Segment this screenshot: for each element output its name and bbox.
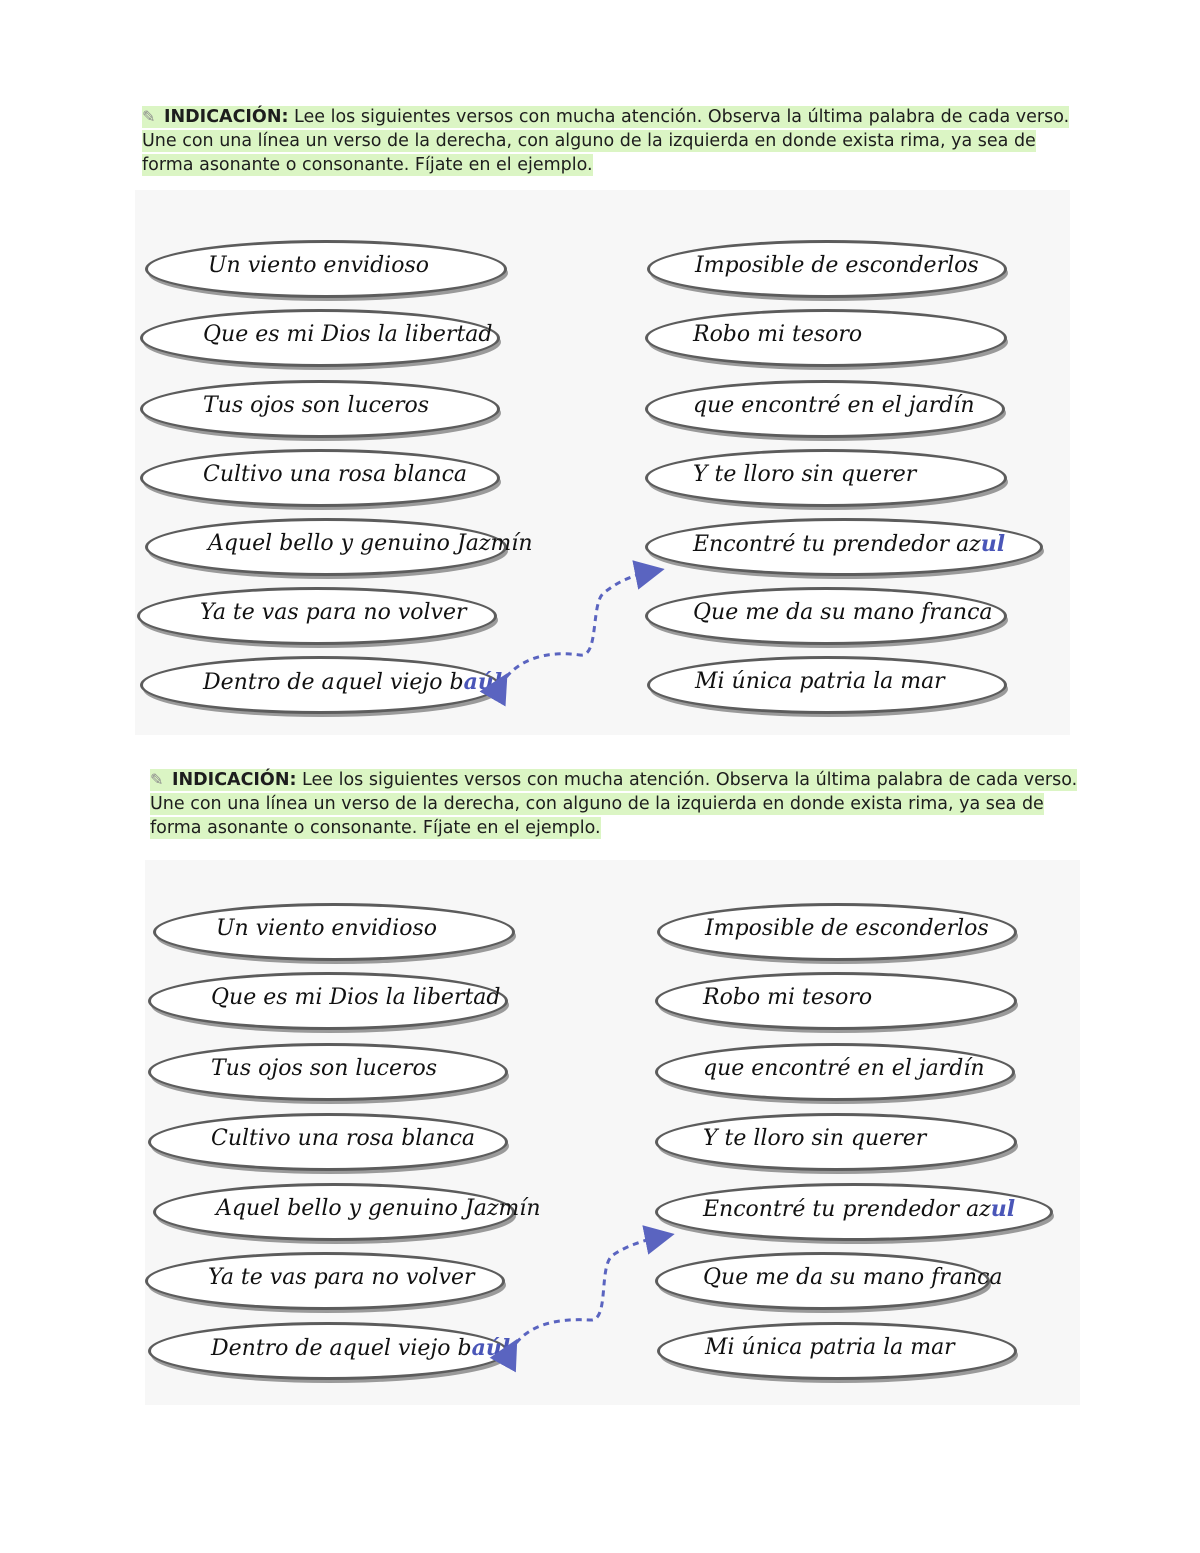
- verse-text: Cultivo una rosa blanca: [203, 462, 468, 487]
- verse-text: que encontré en el jardín: [693, 393, 975, 418]
- verse-text: Que es mi Dios la libertad: [203, 322, 493, 347]
- instruction-text: Lee los siguientes versos con mucha atención. Observa la última palabra de cada verso. Une con una línea un verso de la derecha, con alguno de la izquierda en donde exista rima, ya sea de forma asonante o consonante. Fíjate en el ejemplo.: [150, 770, 1078, 838]
- verse-text: Un viento envidioso: [216, 916, 437, 941]
- verse-text: Tus ojos son luceros: [203, 393, 430, 418]
- verse-text: que encontré en el jardín: [703, 1056, 985, 1081]
- verse-text: Mi única patria la mar: [695, 669, 945, 694]
- instruction-text: Lee los siguientes versos con mucha atención. Observa la última palabra de cada verso. Une con una línea un verso de la derecha, con alguno de la izquierda en donde exista rima, ya sea de forma asonante o consonante. Fíjate en el ejemplo.: [142, 107, 1070, 175]
- rhyme-highlight: ul: [990, 1196, 1016, 1222]
- instruction-label: INDICACIÓN:: [164, 107, 289, 127]
- verse-text: Que me da su mano franca: [703, 1265, 1003, 1290]
- rhyme-highlight: aúl: [471, 1335, 511, 1361]
- verse-text: Tus ojos son luceros: [211, 1056, 438, 1081]
- verse-text: Un viento envidioso: [208, 253, 429, 278]
- verse-text: Imposible de esconderlos: [705, 916, 989, 941]
- instruction-label: INDICACIÓN:: [172, 770, 297, 790]
- verse-text: Ya te vas para no volver: [200, 600, 467, 625]
- verse-text: Que es mi Dios la libertad: [211, 985, 501, 1010]
- verse-text-example: Encontré tu prendedor azul: [693, 531, 1006, 557]
- verse-text: Aquel bello y genuino Jazmín: [208, 531, 533, 556]
- verse-text: Robo mi tesoro: [693, 322, 863, 347]
- verse-text: Que me da su mano franca: [693, 600, 993, 625]
- verse-text: Imposible de esconderlos: [695, 253, 979, 278]
- pencil-icon: ✎: [150, 770, 164, 789]
- verse-text-example: Dentro de aquel viejo baúl: [203, 669, 503, 695]
- rhyme-highlight: aúl: [463, 669, 503, 695]
- verse-text: Y te lloro sin querer: [693, 462, 917, 487]
- verse-text: Mi única patria la mar: [705, 1335, 955, 1360]
- verse-text: Ya te vas para no volver: [208, 1265, 475, 1290]
- verse-text-example: Encontré tu prendedor azul: [703, 1196, 1016, 1222]
- verse-text: Robo mi tesoro: [703, 985, 873, 1010]
- verse-text: Cultivo una rosa blanca: [211, 1126, 476, 1151]
- verse-text: Y te lloro sin querer: [703, 1126, 927, 1151]
- pencil-icon: ✎: [142, 107, 156, 126]
- verse-text-example: Dentro de aquel viejo baúl: [211, 1335, 511, 1361]
- rhyme-highlight: ul: [980, 531, 1006, 557]
- verse-text: Aquel bello y genuino Jazmín: [216, 1196, 541, 1221]
